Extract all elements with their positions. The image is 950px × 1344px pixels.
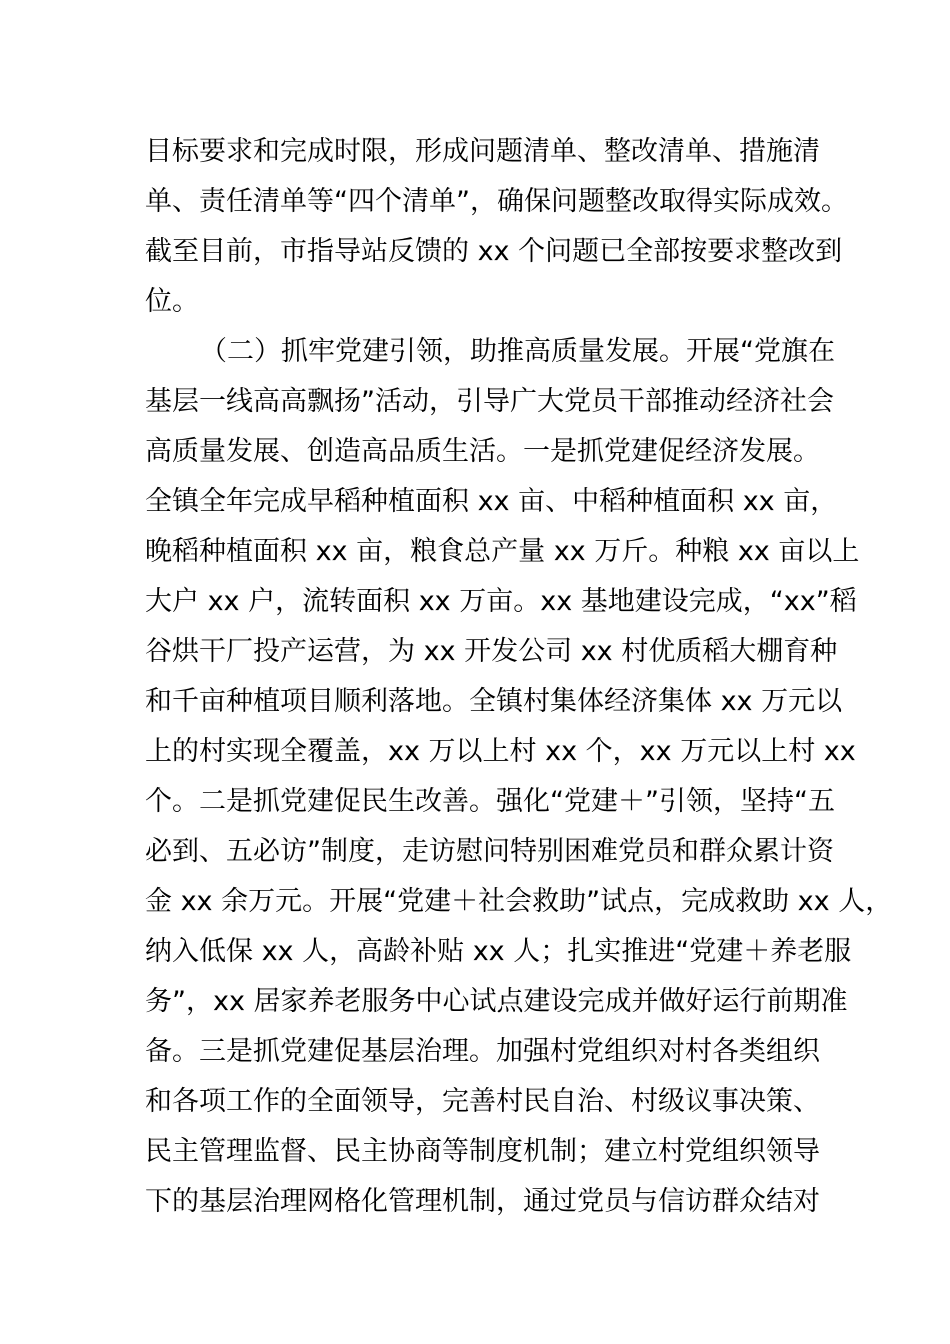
text-line: 全镇全年完成早稻种植面积 xx 亩、中稻种植面积 xx 亩， (145, 486, 838, 517)
text-line: 大户 xx 户，流转面积 xx 万亩。xx 基地建设完成，“xx”稻 (145, 586, 857, 617)
text-line: 下的基层治理网格化管理机制，通过党员与信访群众结对 (145, 1186, 820, 1217)
text-line: 目标要求和完成时限，形成问题清单、整改清单、措施清 (145, 136, 820, 167)
text-line: 位。 (145, 286, 199, 317)
text-line: 个。二是抓党建促民生改善。强化“党建＋”引领，坚持“五 (145, 786, 835, 817)
text-line: 备。三是抓党建促基层治理。加强村党组织对村各类组织 (145, 1036, 820, 1067)
text-line: 谷烘干厂投产运营，为 xx 开发公司 xx 村优质稻大棚育种 (145, 636, 838, 667)
text-line: 晚稻种植面积 xx 亩，粮食总产量 xx 万斤。种粮 xx 亩以上 (145, 536, 860, 567)
text-line: 单、责任清单等“四个清单”，确保问题整改取得实际成效。 (145, 186, 848, 217)
text-line: 高质量发展、创造高品质生活。一是抓党建促经济发展。 (145, 436, 820, 467)
text-line: 基层一线高高飘扬”活动，引导广大党员干部推动经济社会 (145, 386, 834, 417)
text-line: 和各项工作的全面领导，完善村民自治、村级议事决策、 (145, 1086, 820, 1117)
paragraph-first-line: （二）抓牢党建引领，助推高质量发展。开展“党旗在 (200, 336, 835, 367)
text-line: 金 xx 余万元。开展“党建＋社会救助”试点，完成救助 xx 人， (145, 886, 893, 917)
text-line: 和千亩种植项目顺利落地。全镇村集体经济集体 xx 万元以 (145, 686, 843, 717)
text-line: 上的村实现全覆盖，xx 万以上村 xx 个，xx 万元以上村 xx (145, 736, 856, 767)
text-line: 必到、五必访”制度，走访慰问特别困难党员和群众累计资 (145, 836, 834, 867)
text-line: 务”，xx 居家养老服务中心试点建设完成并做好运行前期准 (145, 986, 848, 1017)
text-line: 截至目前，市指导站反馈的 xx 个问题已全部按要求整改到 (145, 236, 843, 267)
text-line: 民主管理监督、民主协商等制度机制；建立村党组织领导 (145, 1136, 820, 1167)
text-line: 纳入低保 xx 人，高龄补贴 xx 人；扎实推进“党建＋养老服 (145, 936, 852, 967)
